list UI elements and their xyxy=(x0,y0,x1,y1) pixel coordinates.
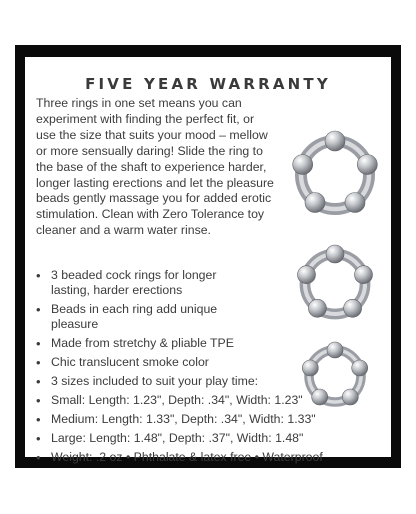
bead-icon xyxy=(326,245,344,263)
feature-text: Medium: Length: 1.33", Depth: .34", Width: 1.33" xyxy=(51,412,316,426)
feature-text: Large: Length: 1.48", Depth: .37", Width: 1.48" xyxy=(51,431,304,445)
bullet-icon: • xyxy=(36,268,41,283)
bead-icon xyxy=(293,155,313,175)
list-item xyxy=(33,302,251,332)
bullet-icon: • xyxy=(36,412,41,427)
feature-text: Weight: .2 oz • Phthalate & latex free • Waterproof xyxy=(51,450,323,464)
list-item xyxy=(33,268,251,298)
feature-list xyxy=(33,268,389,469)
product-info-panel xyxy=(25,57,391,465)
bead-icon xyxy=(345,193,365,213)
bead-icon xyxy=(325,131,345,151)
bullet-icon: • xyxy=(36,374,41,389)
feature-text: Beads in each ring add unique pleasure xyxy=(51,302,218,331)
list-item xyxy=(33,336,389,351)
bullet-icon: • xyxy=(36,450,41,465)
list-item xyxy=(33,431,389,446)
bullet-icon: • xyxy=(36,393,41,408)
feature-text: Chic translucent smoke color xyxy=(51,355,209,369)
large-ring-icon xyxy=(293,131,378,213)
list-item xyxy=(33,374,389,389)
feature-text: 3 sizes included to suit your play time: xyxy=(51,374,259,388)
warranty-heading: FIVE YEAR WARRANTY xyxy=(85,75,331,93)
bead-icon xyxy=(357,155,377,175)
feature-text: Made from stretchy & pliable TPE xyxy=(51,336,234,350)
bullet-icon: • xyxy=(36,355,41,370)
bead-icon xyxy=(305,193,325,213)
bullet-icon: • xyxy=(36,336,41,351)
feature-text: Small: Length: 1.23", Depth: .34", Width: 1.23" xyxy=(51,393,303,407)
bullet-icon: • xyxy=(36,431,41,446)
bullet-icon: • xyxy=(36,302,41,317)
list-item xyxy=(33,393,389,408)
list-item xyxy=(33,412,389,427)
product-description: Three rings in one set means you can experiment with finding the perfect fit, or use the size that suits your mood – mellow or more sensually daring! Slide the ring to the base of the shaft to experience harder, longer lasting erections and let the pleasure beads gently massage you for added erotic stimulation. Clean with Zero Tolerance toy cleaner and a warm water rinse. xyxy=(36,96,274,238)
list-item xyxy=(33,355,389,370)
list-item xyxy=(33,450,389,465)
feature-text: 3 beaded cock rings for longer lasting, harder erections xyxy=(51,268,217,297)
